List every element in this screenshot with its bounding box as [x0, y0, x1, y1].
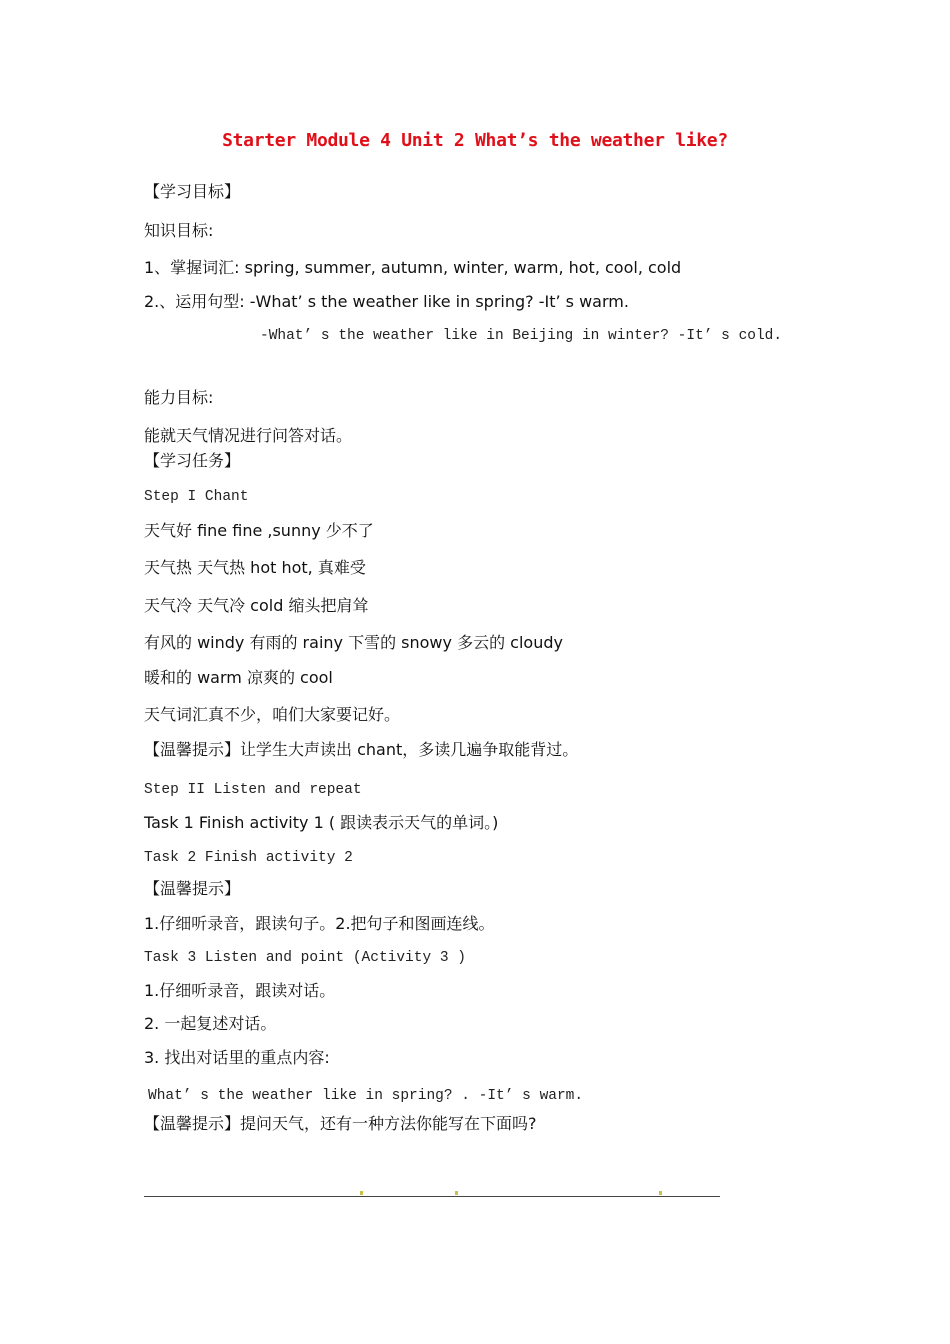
- subheading-knowledge: 知识目标:: [144, 221, 214, 240]
- key-sentence: What’ s the weather like in spring? . -It’ s warm.: [148, 1088, 584, 1104]
- tip-heading: 【温馨提示】: [144, 879, 241, 898]
- chant-line: 暖和的 warm 凉爽的 cool: [144, 668, 333, 687]
- section-heading-goals: 【学习目标】: [144, 182, 241, 201]
- section-heading-tasks: 【学习任务】: [144, 451, 241, 470]
- chant-line: 天气冷 天气冷 cold 缩头把肩耸: [144, 596, 369, 615]
- sentence-pattern-2: -What’ s the weather like in Beijing in winter? -It’ s cold.: [260, 328, 783, 344]
- task-3-step-3: 3. 找出对话里的重点内容:: [144, 1048, 330, 1067]
- chant-line: 天气好 fine fine ,sunny 少不了: [144, 521, 374, 540]
- page-title: Starter Module 4 Unit 2 What’s the weather like?: [222, 130, 728, 151]
- chant-line: 天气词汇真不少，咱们大家要记好。: [144, 705, 401, 724]
- ability-text: 能就天气情况进行问答对话。: [144, 426, 353, 445]
- blank-mark: [659, 1191, 662, 1195]
- task-1: Task 1 Finish activity 1 ( 跟读表示天气的单词。): [144, 813, 499, 832]
- answer-blank-line[interactable]: [144, 1196, 720, 1197]
- task-2: Task 2 Finish activity 2: [144, 850, 353, 866]
- sentence-pattern-1: 2.、运用句型: -What’ s the weather like in spring? -It’ s warm.: [144, 292, 629, 311]
- subheading-ability: 能力目标:: [144, 388, 214, 407]
- step-2-heading: Step II Listen and repeat: [144, 782, 362, 798]
- chant-line: 有风的 windy 有雨的 rainy 下雪的 snowy 多云的 cloudy: [144, 633, 563, 652]
- step-1-heading: Step I Chant: [144, 489, 249, 505]
- blank-mark: [455, 1191, 458, 1195]
- vocab-line: 1、掌握词汇: spring, summer, autumn, winter, warm, hot, cool, cold: [144, 258, 682, 277]
- task-3-step-1: 1.仔细听录音，跟读对话。: [144, 981, 336, 1000]
- blank-mark: [360, 1191, 363, 1195]
- task-3: Task 3 Listen and point (Activity 3 ): [144, 950, 466, 966]
- task-3-step-2: 2. 一起复述对话。: [144, 1014, 277, 1033]
- tip-text: 1.仔细听录音，跟读句子。2.把句子和图画连线。: [144, 914, 495, 933]
- tip-chant: 【温馨提示】让学生大声读出 chant，多读几遍争取能背过。: [144, 740, 579, 759]
- chant-line: 天气热 天气热 hot hot, 真难受: [144, 558, 366, 577]
- tip-question: 【温馨提示】提问天气，还有一种方法你能写在下面吗?: [144, 1114, 537, 1133]
